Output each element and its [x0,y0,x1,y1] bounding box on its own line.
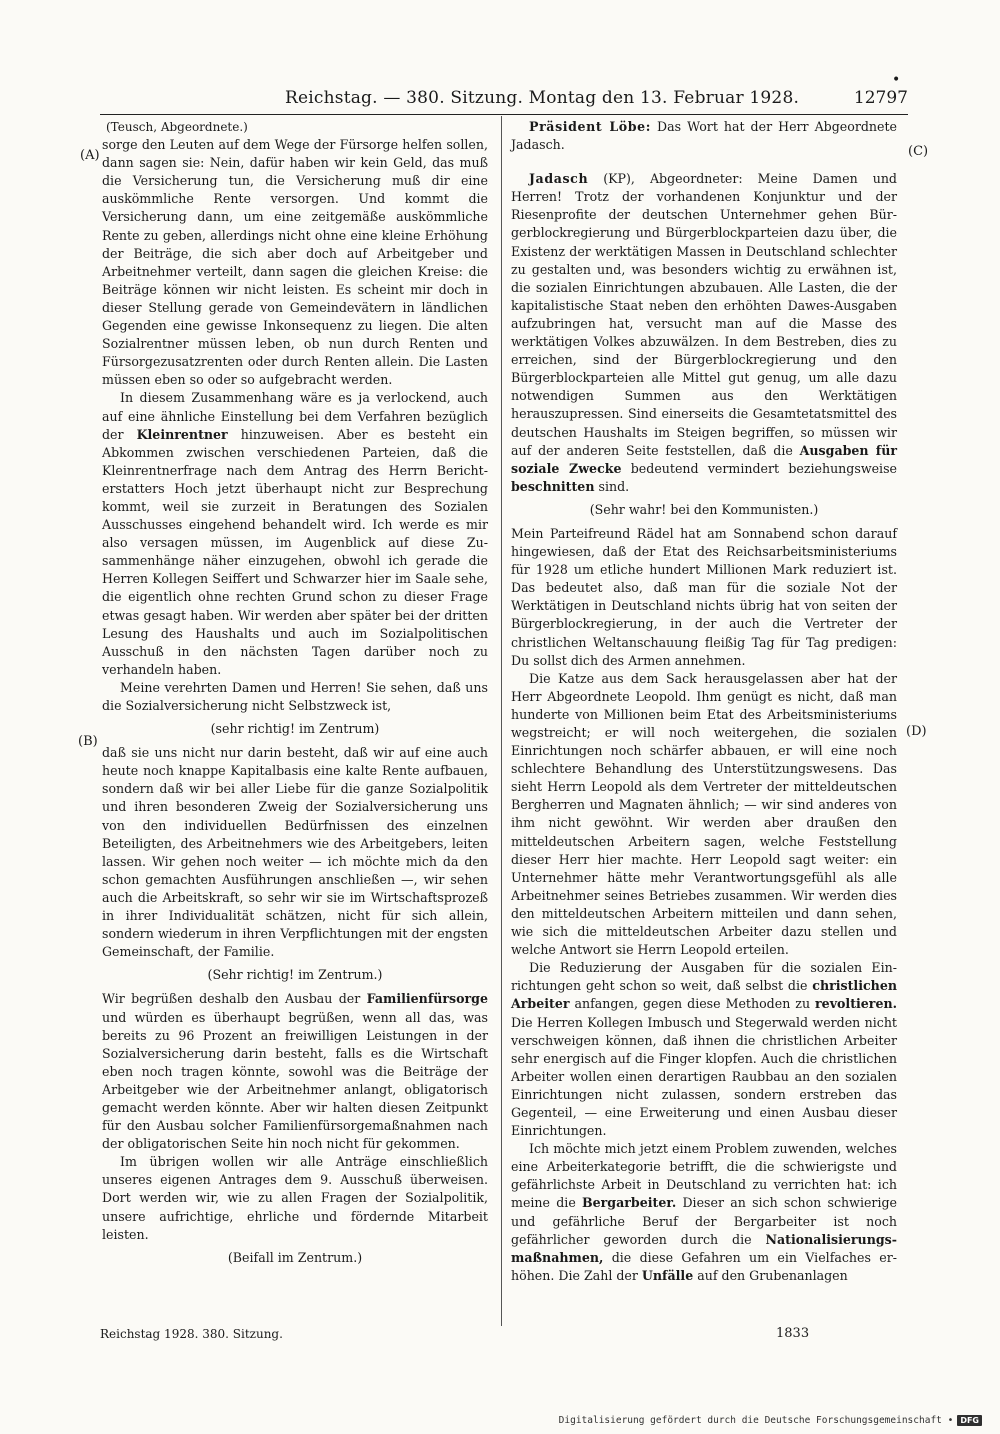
margin-mark-b: (B) [78,734,98,749]
right-column [511,118,897,1285]
paragraph: Jadasch (KP), Abgeordneter: Meine Damen und Herren! Trotz der vorhandenen Konjunktur und der Riesenprofite der deutschen Unternehmer gehen Bürgerblockregierung und Bürgerblockparteien dazu über, die Existenz der werktätigen Massen in Deutschland schlechter zu gestalten und, was besonders wichtig zu erwähnen ist, die sozialen Einrichtungen abzubauen. Alle Lasten, die der kapitalistische Staat neben den erhöhten Dawes-Ausgaben aufzubringen hat, versucht man auf die Masse des werktätigen Volkes abzuwälzen. In dem Bestreben, dies zu erreichen, sind der Bürgerblockregierung und den Bürgerblockparteien alle Mittel gut genug, um alle dazu notwendigen Summen aus den Werktätigen herauszupressen. Sind einerseits die Gesamtetatsmittel des deutschen Haushalts im Steigen begriffen, so müssen wir auf der anderen Seite feststellen, daß die Ausgaben für soziale Zwecke bedeutend vermindert beziehungsweise beschnitten sind. [511,171,897,494]
interjection: (Sehr richtig! im Zentrum.) [207,967,383,983]
dfg-logo: DFG [957,1415,982,1426]
paragraph: sorge den Leuten auf dem Wege der Fürsorge helfen sollen, dann sagen sie: Nein, dafür haben wir kein Geld, das muß die Versicherung tun, die Versicherung muß dir eine auskömmliche Rente versorgen. Und kommt die Versicherung dann, um eine zeitgemäße auskömmliche Rente zu geben, allerdings nicht ohne eine kleine Erhöhung der Beiträge, die sich aber doch auf Arbeitgeber und Arbeitnehmer verteilt, dann sagen die gleichen Kreise: die Beiträge können wir nicht leisten. Es scheint mir doch in dieser Stellung gerade von Gemeindevätern in ländlichen Gegenden eine gewisse Inkonsequenz zu liegen. Die alten Sozialrentner müssen leben, ob nun durch Renten und Fürsorgezusatzrenten oder durch Renten allein. Die Lasten müssen eben so oder so aufgebracht werden. [102,137,488,388]
footer-left: Reichstag 1928. 380. Sitzung. [100,1327,283,1341]
paragraph: Ich möchte mich jetzt einem Problem zuwenden, welches eine Arbeiterkategorie betrifft, die die schwierigste und gefährlichste Arbeit in Deutschland zu verrichten hat: ich meine die Bergarbeiter. Dieser an sich schon schwierige und gefährliche Beruf der Bergarbeiter ist noch gefährlicher geworden durch die Nationalisierungsmaßnahmen, die diese Gefahren um ein Vielfaches erhöhen. Die Zahl der Unfälle auf den Grubenanlagen [511,1141,897,1283]
speaker-label: (Teusch, Abgeordnete.) [106,120,248,134]
applause-note: (Beifall im Zentrum.) [227,1249,363,1265]
paragraph: daß sie uns nicht nur darin besteht, daß wir auf eine auch heute noch knappe Kapitalbasis eine kalte Rente aufbauen, sondern daß wir bei aller Liebe für die ganze Sozialpolitik und ihren besonderen Zweig der Sozialversicherung uns von den individuellen Bedürfnissen des einzelnen Beteiligten, des Arbeitnehmers wie des Arbeitgebers, leiten lassen. Wir gehen noch weiter — ich möchte mich da den schon gemachten Ausführungen anschließen —, wir sehen auch die Arbeitskraft, so sehr wir sie im Wirtschaftsprozeß in ihrer Individualität schätzen, nicht für sich allein, sondern wiederum in ihren Verpflichtungen mit der engsten Gemeinschaft, der Familie. [102,745,488,960]
margin-mark-d: (D) [906,724,927,739]
margin-mark-a: (A) [80,148,100,163]
emphasis: revoltieren. [815,996,897,1012]
column-divider [501,116,502,1326]
paragraph: Präsident Löbe: Das Wort hat der Herr Abgeordnete Jadasch. [511,119,897,153]
paragraph: In diesem Zusammenhang wäre es ja verlockend, auch auf eine ähnliche Einstellung bei dem Verfahren bezüglich der Kleinrentner hinzuweisen. Aber es besteht ein Abkommen zwischen verschiedenen Parteien, daß die Kleinrentnerfrage nach dem Antrag des Herrn Berichterstatters Hoch jetzt überhaupt nicht zur Besprechung kommt, weil sie zurzeit in Beratungen des Sozialen Ausschusses eingehend behandelt wird. Ich werde es mir also versagen müssen, im Augenblick auf diese Zusammenhänge näher einzugehen, obwohl ich gerade die Herren Kollegen Seiffert und Schwarzer hier im Saale sehe, die eigentlich ohne rechten Grund schon zu dieser Frage etwas gesagt haben. Wir werden aber später bei der dritten Lesung des Haushalts und auch im Sozialpolitischen Ausschuß in den nächsten Tagen darüber noch zu verhandeln haben. [102,390,488,677]
emphasis: Kleinrentner [136,426,228,442]
page-dot: • [892,72,901,88]
interjection: (Sehr wahr! bei den Kommunisten.) [589,501,819,517]
paragraph: Meine verehrten Damen und Herren! Sie sehen, daß uns die Sozialversicherung nicht Selbstzweck ist, [102,679,488,713]
footer-page-number: 1833 [776,1326,810,1341]
emphasis: Bergarbeiter. [582,1195,677,1211]
left-column [102,118,488,1273]
paragraph: Die Reduzierung der Ausgaben für die sozialen Einrichtungen geht schon so weit, daß selbst die christlichen Arbeiter anfangen, gegen diese Methoden zu revoltieren. Die Herren Kollegen Imbusch und Stegerwald werden nicht verschweigen können, daß ihnen die christlichen Arbeiter sehr energisch auf die Finger klopfen. Auch die christlichen Arbeiter wollen einen derartigen Raubbau an den sozialen Einrichtungen nicht zulassen, sondern erstreben das Gegenteil, — eine Erweiterung und einen Ausbau dieser Einrichtungen. [511,960,897,1139]
credit-text: Digitalisierung gefördert durch die Deutsche Forschungsgemeinschaft • [558,1414,954,1426]
speaker-name: Präsident Löbe: [529,119,652,134]
paragraph: Mein Parteifreund Rädel hat am Sonnabend schon darauf hingewiesen, daß der Etat des Reichsarbeitsministeriums für 1928 um etliche hundert Millionen Mark reduziert ist. Das bedeutet also, daß man für die soziale Not der Werktätigen in Deutschland nichts übrig hat von seiten der Bürgerblockregierung, in der auch die Vertreter der christlichen Weltanschauung fleißig Tag für Tag predigen: Du sollst dich des Armen annehmen. [511,525,897,668]
margin-mark-c: (C) [908,144,929,159]
emphasis: Familienfürsorge [366,991,488,1007]
digitization-credit [559,1413,982,1427]
page-number: 12797 [853,88,908,108]
header-rule [100,114,908,115]
interjection: (sehr richtig! im Zentrum) [210,721,380,737]
header-title: Reichstag. — 380. Sitzung. Montag den 13. Februar 1928. [285,88,800,108]
emphasis: Nationalisierungsmaßnahmen, [511,1231,897,1265]
paragraph: Wir begrüßen deshalb den Ausbau der Familienfürsorge und würden es überhaupt begrüßen, wenn all das, was bereits zu 96 Prozent an freiwilligen Leistungen in der Sozialversicherung darin besteht, falls es die Wirtschaft eben noch tragen könnte, sowohl was die Beiträge der Arbeitgeber wie der Arbeitnehmer anlangt, obligatorisch gemacht werden könnte. Aber wir halten diesen Zeitpunkt für den Ausbau solcher Familienfürsorgemaßnahmen nach der obligatorischen Seite hin noch nicht für gekommen. [102,991,488,1152]
emphasis: Ausgaben für soziale Zwecke [511,442,897,476]
speaker-name: Jadasch [529,171,589,187]
page-header [100,88,908,114]
paragraph: Die Katze aus dem Sack herausgelassen aber hat der Herr Abgeordnete Leopold. Ihm genügt es nicht, daß man hunderte von Millionen beim Etat des Arbeitsministeriums wegstreicht; er will noch weitergehen, die sozialen Einrichtungen noch schärfer abbauen, er will eine noch schlechtere Behandlung des Unterstützungswesens. Das sieht Herrn Leopold als dem Vertreter der mitteldeutschen Bergherren und Magnaten ähnlich; — wir sind anderes von ihm nicht gewöhnt. Wir werden aber draußen den mitteldeutschen Arbeitern sagen, welche Feststellung dieser Herr hier machte. Herr Leopold sagt weiter: ein Unternehmer hätte mehr Verantwortungsgefühl als alle Arbeitnehmer seines Betriebes zusammen. Wir werden dies den mitteldeutschen Arbeitern mitteilen und dann sehen, wie sich die mitteldeutschen Arbeiter dazu stellen und welche Antwort sie Herrn Leopold erteilen. [511,670,897,958]
emphasis: beschnitten [511,478,595,494]
emphasis: Unfälle [641,1267,694,1283]
emphasis: christlichen Arbeiter [511,978,897,1012]
paragraph: Im übrigen wollen wir alle Anträge einschließlich unseres eigenen Antrages dem 9. Ausschuß überweisen. Dort werden wir, wie zu allen Fragen der Sozialpolitik, unsere aufrichtige, ehrliche und fördernde Mitarbeit leisten. [102,1154,488,1242]
